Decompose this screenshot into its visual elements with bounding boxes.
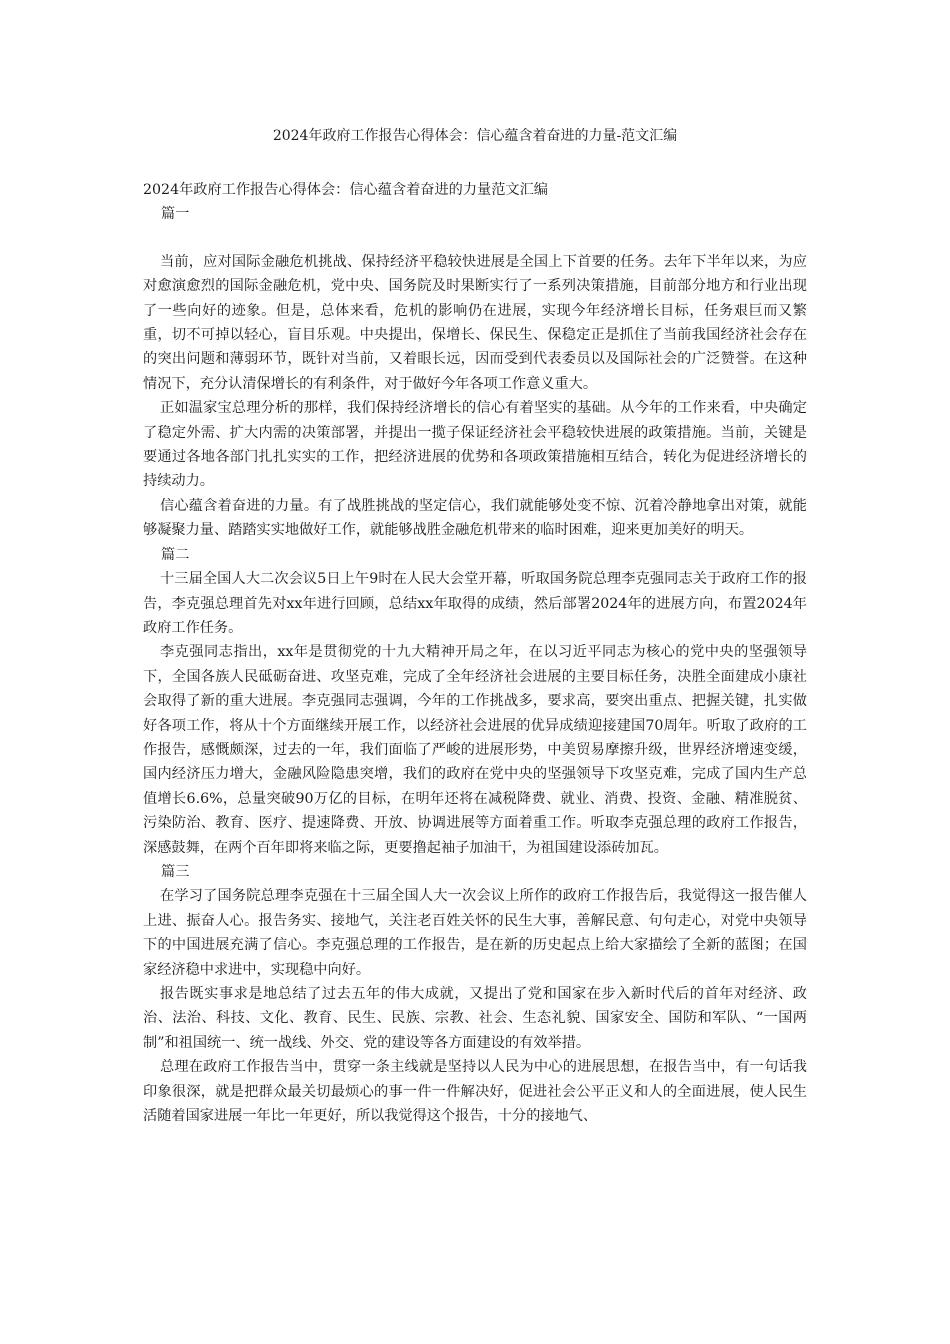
section-heading: 篇一 — [161, 206, 190, 223]
document-title: 2024年政府工作报告心得体会：信心蕴含着奋进的力量-范文汇编 — [272, 128, 678, 144]
paragraph: 在学习了国务院总理李克强在十三届全国人大一次会议上所作的政府工作报告后，我觉得这一报告催人上进、振奋人心。报告务实、接地气，关注老百姓关怀的民生大事，善解民意、句句走心，对党中央领导下的中国进展充满了信心。李克强总理的工作报告，是在新的历史起点上给大家描绘了全新的蓝图；在国家经济稳中求进中，实现稳中向好。 — [143, 888, 807, 978]
section-heading: 篇三 — [161, 863, 190, 880]
paragraph: 正如温家宝总理分析的那样，我们保持经济增长的信心有着坚实的基础。从今年的工作来看，中央确定了稳定外需、扩大内需的决策部署，并提出一揽子保证经济社会平稳较快进展的政策措施。当前，关键是要通过各地各部门扎扎实实的工作，把经济进展的优势和各项政策措施相互结合，转化为促进经济增长的持续动力。 — [143, 400, 807, 490]
blank-line — [143, 227, 807, 250]
document-body — [143, 178, 807, 1128]
paragraph: 总理在政府工作报告当中，贯穿一条主线就是坚持以人民为中心的进展思想，在报告当中，有一句话我印象很深，就是把群众最关切最烦心的事一件一件解决好，促进社会公平正义和人的全面进展，使人民生活随着国家进展一年比一年更好，所以我觉得这个报告，十分的接地气、 — [143, 1059, 807, 1125]
paragraph: 十三届全国人大二次会议5日上午9时在人民大会堂开幕，听取国务院总理李克强同志关于政府工作的报告，李克强总理首先对xx年进行回顾，总结xx年取得的成绩，然后部署2024年的进展方向，布置2024年政府工作任务。 — [143, 571, 807, 636]
paragraph: 信心蕴含着奋进的力量。有了战胜挑战的坚定信心，我们就能够处变不惊、沉着冷静地拿出对策，就能够凝聚力量、踏踏实实地做好工作，就能够战胜金融危机带来的临时困难，迎来更加美好的明天。 — [143, 497, 807, 539]
paragraph: 报告既实事求是地总结了过去五年的伟大成就，又提出了党和国家在步入新时代后的首年对经济、政治、法治、科技、文化、教育、民生、民族、宗教、社会、生态礼貌、国家安全、国防和军队、“一国两制”和祖国统一、统一战线、外交、党的建设等各方面建设的有效举措。 — [143, 986, 807, 1051]
paragraph: 李克强同志指出，xx年是贯彻党的十九大精神开局之年，在以习近平同志为核心的党中央的坚强领导下，全国各族人民砥砺奋进、攻坚克难，完成了全年经济社会进展的主要目标任务，决胜全面建成小康社会取得了新的重大进展。李克强同志强调，今年的工作挑战多，要求高，要突出重点、把握关键，扎实做好各项工作，将从十个方面继续开展工作，以经济社会进展的优异成绩迎接建国70周年。听取了政府的工作报告，感慨颇深，过去的一年，我们面临了严峻的进展形势，中美贸易摩擦升级，世界经济增速变缓，国内经济压力增大，金融风险隐患突增，我们的政府在党中央的坚强领导下攻坚克难，完成了国内生产总值增长6.6%，总量突破90万亿的目标，在明年还将在减税降费、就业、消费、投资、金融、精准脱贫、污染防治、教育、医疗、提速降费、开放、协调进展等方面着重工作。听取李克强总理的政府工作报告，深感鼓舞，在两个百年即将来临之际，更要撸起袖子加油干，为祖国建设添砖加瓦。 — [143, 644, 807, 856]
section-heading: 篇二 — [161, 546, 190, 563]
document-subtitle: 2024年政府工作报告心得体会：信心蕴含着奋进的力量范文汇编 — [143, 182, 548, 198]
paragraph: 当前，应对国际金融危机挑战、保持经济平稳较快进展是全国上下首要的任务。去年下半年以来，为应对愈演愈烈的国际金融危机，党中央、国务院及时果断实行了一系列决策措施，目前部分地方和行业出现了一些向好的迹象。但是，总体来看，危机的影响仍在进展，实现今年经济增长目标，任务艰巨而又繁重，切不可掉以轻心，盲目乐观。中央提出，保增长、保民生、保稳定正是抓住了当前我国经济社会存在的突出问题和薄弱环节，既针对当前，又着眼长远，因而受到代表委员以及国际社会的广泛赞誉。在这种情况下，充分认清保增长的有利条件，对于做好今年各项工作意义重大。 — [143, 253, 807, 392]
